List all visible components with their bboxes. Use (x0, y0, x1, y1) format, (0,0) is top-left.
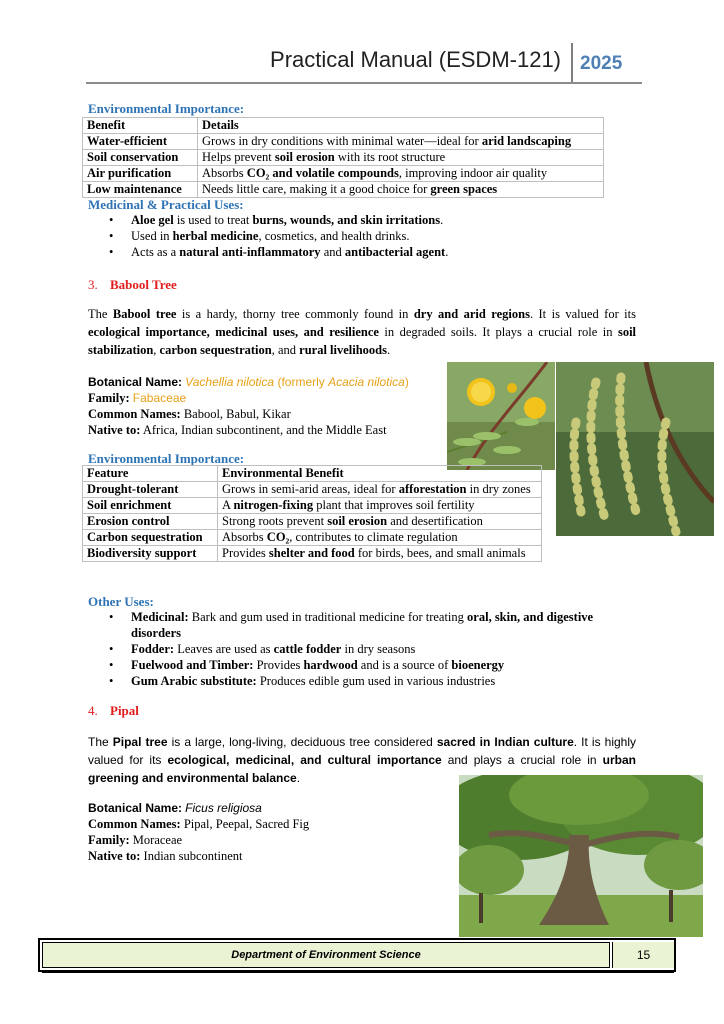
page-header-title: Practical Manual (ESDM-121) (270, 47, 561, 72)
table-cell-detail: Absorbs CO₂ and volatile compounds, improving indoor air quality (198, 166, 604, 182)
other-uses-heading: Other Uses: (88, 594, 154, 609)
table-row (83, 546, 542, 562)
footer-shadow-bar (42, 970, 674, 973)
table-row (83, 514, 542, 530)
babool-benefits-table (82, 465, 542, 562)
list-item: • Medicinal: Bark and gum used in traditional medicine for treating oral, skin, and digestive disorders (109, 609, 637, 641)
table-header-row (83, 118, 604, 134)
table-cell-detail: Grows in dry conditions with minimal water—ideal for arid landscaping (198, 134, 604, 150)
babool-meta (88, 374, 409, 438)
table-header-cell: Benefit (83, 118, 198, 134)
list-item: • Used in herbal medicine, cosmetics, and health drinks. (109, 228, 629, 244)
table-row (83, 482, 542, 498)
list-item: • Fodder: Leaves are used as cattle fodder in dry seasons (109, 641, 637, 657)
table-cell-label: Soil conservation (83, 150, 198, 166)
babool-heading: 3. Babool Tree (88, 277, 177, 292)
babool-native: Native to: Africa, Indian subcontinent, and the Middle East (88, 423, 387, 437)
table-row (83, 182, 604, 198)
table-cell-label: Biodiversity support (83, 546, 218, 562)
list-item: • Gum Arabic substitute: Produces edible gum used in various industries (109, 673, 637, 689)
babool-intro: The Babool tree is a hardy, thorny tree commonly found in dry and arid regions. It is valued for its ecological importance, medicinal uses, and resilience in degraded soils. It plays a crucial role in soil stabilization, carbon sequestration, and rural livelihoods. (88, 307, 637, 357)
list-item: • Acts as a natural anti-inflammatory and antibacterial agent. (109, 244, 629, 260)
table-cell-detail: Absorbs CO₂, contributes to climate regulation (218, 530, 542, 546)
table-cell-label: Air purification (83, 166, 198, 182)
table-header-row (83, 466, 542, 482)
env-importance-heading-2: Environmental Importance: (88, 451, 245, 466)
table-header-cell: Environmental Benefit (218, 466, 542, 482)
babool-family: Family: Fabaceae (88, 391, 187, 405)
table-row (83, 530, 542, 546)
table-row (83, 166, 604, 182)
table-cell-label: Erosion control (83, 514, 218, 530)
table-row (83, 134, 604, 150)
pipal-botanical-name: Botanical Name: Ficus religiosa (88, 801, 262, 815)
aloe-benefits-table (82, 117, 604, 198)
header-separator (571, 43, 573, 83)
babool-common-names: Common Names: Babool, Babul, Kikar (88, 407, 291, 421)
table-cell-label: Water-efficient (83, 134, 198, 150)
list-item: • Aloe gel is used to treat burns, wounds, and skin irritations. (109, 212, 629, 228)
table-cell-label: Carbon sequestration (83, 530, 218, 546)
table-row (83, 150, 604, 166)
table-header-cell: Details (198, 118, 604, 134)
other-uses-list (109, 609, 637, 689)
uses-list (109, 212, 629, 260)
page-header-year: 2025 (580, 53, 623, 74)
list-item: • Fuelwood and Timber: Provides hardwood and is a source of bioenergy (109, 657, 637, 673)
babool-pods-photo (556, 362, 714, 536)
page-number: 15 (612, 942, 674, 968)
table-cell-detail: Strong roots prevent soil erosion and desertification (218, 514, 542, 530)
pipal-native: Native to: Indian subcontinent (88, 849, 243, 863)
pipal-meta (88, 800, 309, 864)
table-cell-detail: A nitrogen-fixing plant that improves soil fertility (218, 498, 542, 514)
babool-flower-photo (447, 362, 555, 470)
table-header-cell: Feature (83, 466, 218, 482)
table-cell-detail: Provides shelter and food for birds, bees, and small animals (218, 546, 542, 562)
table-cell-detail: Grows in semi-arid areas, ideal for afforestation in dry zones (218, 482, 542, 498)
pipal-heading: 4. Pipal (88, 703, 139, 718)
env-importance-heading-1: Environmental Importance: (88, 101, 245, 116)
babool-botanical-name: Botanical Name: Vachellia nilotica (formerly Acacia nilotica) (88, 375, 409, 389)
table-cell-detail: Helps prevent soil erosion with its root structure (198, 150, 604, 166)
pipal-tree-photo (459, 775, 703, 937)
pipal-intro: The Pipal tree is a large, long-living, deciduous tree considered sacred in Indian culture. It is highly valued for its ecological, medicinal, and cultural importance and plays a crucial role in urban greening and environmental balance. (88, 735, 637, 785)
table-cell-label: Soil enrichment (83, 498, 218, 514)
table-cell-label: Low maintenance (83, 182, 198, 198)
pipal-common-names: Common Names: Pipal, Peepal, Sacred Fig (88, 817, 310, 831)
table-cell-detail: Needs little care, making it a good choice for green spaces (198, 182, 604, 198)
uses-heading: Medicinal & Practical Uses: (88, 197, 244, 212)
header-rule (86, 82, 642, 84)
pipal-family: Family: Moraceae (88, 833, 183, 847)
table-row (83, 498, 542, 514)
table-cell-label: Drought-tolerant (83, 482, 218, 498)
footer-department: Department of Environment Science (42, 942, 610, 968)
